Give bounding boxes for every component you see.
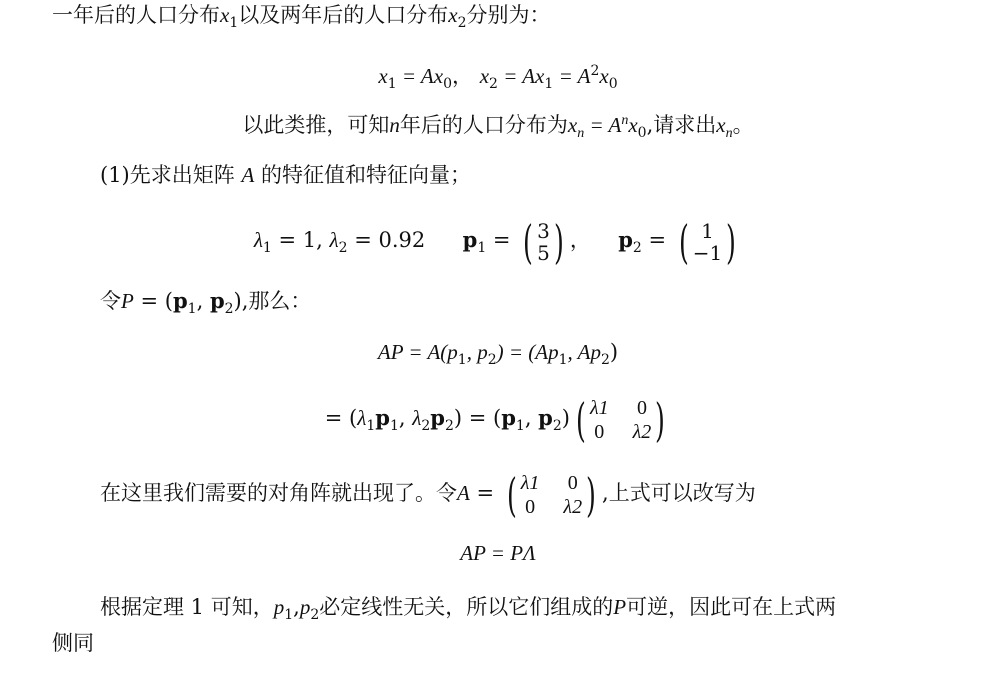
- superscript: n: [621, 113, 629, 128]
- text: 以此类推，可知: [242, 113, 390, 137]
- vector: p: [430, 405, 445, 430]
- matrix-cell: λ2: [563, 495, 583, 518]
- matrix-cell: λ1: [520, 471, 540, 494]
- subscript: 1: [262, 240, 272, 257]
- subscript: 1: [284, 607, 294, 624]
- vector: p: [172, 288, 188, 313]
- subscript: 1: [477, 240, 487, 257]
- diagonal-matrix-inline: [503, 467, 600, 522]
- equals: =: [469, 481, 501, 505]
- subscript: 2: [338, 240, 348, 257]
- lambda: λ: [412, 406, 422, 430]
- expr: AP = A(p: [377, 340, 458, 364]
- matrix-cell: 0: [525, 495, 536, 518]
- value: = 1,: [271, 228, 330, 252]
- text: 侧同: [52, 631, 94, 655]
- separator: ，: [452, 64, 473, 88]
- text: 在这里我们需要的对角阵就出现了。令: [100, 481, 457, 505]
- subscript: 2: [552, 418, 562, 435]
- subscript: 1: [366, 418, 376, 435]
- comma: ,: [524, 406, 539, 430]
- subscript: 0: [637, 125, 647, 142]
- equals: =: [486, 228, 518, 252]
- expr: = A: [553, 64, 591, 88]
- expr: = Ax: [497, 64, 545, 88]
- var: x: [628, 113, 638, 137]
- text: 根据定理 1 可知，: [100, 595, 274, 619]
- subscript: n: [577, 126, 585, 142]
- expr: ) = (: [453, 406, 502, 430]
- subscript: 2: [457, 15, 467, 32]
- var: P: [613, 595, 627, 619]
- subscript: 1: [515, 418, 525, 435]
- matrix-cell: λ2: [632, 420, 652, 443]
- comma: ,: [196, 289, 210, 313]
- text: 先求出矩阵: [129, 163, 242, 187]
- paren-left: (: [678, 214, 689, 269]
- paren-right: ): [553, 214, 564, 269]
- expr: = (: [133, 289, 173, 313]
- lambda: λ: [357, 406, 367, 430]
- var: p: [299, 595, 311, 619]
- separator: ，: [569, 228, 591, 252]
- expr: = Ax: [396, 64, 444, 88]
- text-line-continuation: [52, 628, 996, 658]
- subscript: 2: [421, 418, 431, 435]
- text: ,请求出: [646, 113, 717, 137]
- subscript: 0: [608, 76, 618, 93]
- var: A: [457, 481, 470, 505]
- text: 以及两年后的人口分布: [238, 3, 449, 27]
- subscript: 1: [187, 301, 197, 318]
- var: x: [567, 113, 578, 137]
- lambda: λ: [253, 228, 263, 252]
- paren-left: (: [506, 467, 517, 522]
- text: 可逆，因此可在上式两: [626, 595, 837, 619]
- vector: p: [538, 405, 553, 430]
- subscript: 2: [224, 301, 234, 318]
- text: 一年后的人口分布: [52, 3, 220, 27]
- subscript: 1: [389, 418, 399, 435]
- equation-x1-x2: [0, 56, 996, 99]
- expr: , Ap: [567, 340, 601, 364]
- paren: ): [561, 406, 570, 430]
- expr: ) = (Ap: [496, 340, 559, 364]
- vector-p2: p: [618, 227, 633, 252]
- text: ,上式可以改写为: [602, 481, 756, 505]
- text: 年后的人口分布为: [399, 113, 568, 137]
- vector-p1: p: [462, 227, 478, 252]
- var: x: [448, 3, 458, 27]
- var: x: [599, 64, 609, 88]
- step-number: (1): [100, 163, 130, 187]
- step-1-heading: [100, 160, 996, 190]
- text-line-define-P: [100, 286, 996, 324]
- var: p: [273, 595, 285, 619]
- subscript: 1: [544, 76, 554, 93]
- text: ,那么：: [241, 289, 312, 313]
- matrix-cell: 1: [701, 218, 714, 243]
- matrix-cell: 3: [537, 218, 550, 243]
- var: x: [716, 113, 726, 137]
- equation-AP-diagonal: [0, 392, 996, 447]
- matrix-cell: 0: [594, 420, 605, 443]
- subscript: 2: [487, 352, 497, 369]
- vector-p1-matrix: [519, 214, 568, 269]
- eigen-equation: [0, 214, 996, 269]
- text: 的特征值和特征向量；: [254, 163, 471, 187]
- diagonal-matrix: [572, 392, 669, 447]
- text-line-diagonal: [100, 467, 996, 522]
- expr: , p: [466, 340, 488, 364]
- vector: p: [375, 405, 390, 430]
- vector-p2-matrix: [675, 214, 740, 269]
- text-line-theorem: [100, 592, 996, 630]
- text: 必定线性无关，所以它们组成的: [319, 595, 614, 619]
- matrix-cell: −1: [692, 240, 723, 265]
- subscript: 2: [489, 76, 498, 93]
- comma: ,: [398, 406, 413, 430]
- var: A: [241, 163, 255, 187]
- expr: = A: [584, 113, 622, 137]
- subscript: 1: [558, 352, 568, 369]
- matrix-cell: 0: [567, 471, 578, 494]
- lambda: λ: [329, 228, 339, 252]
- matrix-cell: λ1: [589, 396, 609, 419]
- paren-right: ): [586, 467, 596, 522]
- subscript: 1: [387, 76, 397, 93]
- subscript: 1: [457, 352, 467, 369]
- subscript: 2: [600, 352, 610, 369]
- text: 。: [732, 113, 754, 137]
- paren-right: ): [726, 214, 737, 269]
- var: x: [378, 64, 388, 88]
- subscript: 2: [310, 607, 320, 624]
- paren-left: (: [576, 392, 586, 447]
- expr: ): [609, 340, 619, 364]
- subscript: 0: [443, 76, 452, 93]
- var: n: [389, 113, 400, 137]
- paren-right: ): [655, 392, 666, 447]
- subscript: 2: [444, 418, 454, 435]
- value: = 0.92: [347, 228, 426, 252]
- text: 分别为：: [466, 3, 551, 27]
- subscript: 2: [632, 240, 642, 257]
- var: x: [479, 64, 490, 88]
- subscript: n: [725, 126, 733, 142]
- matrix-cell: 5: [537, 240, 550, 265]
- subscript: 1: [229, 15, 239, 32]
- var: x: [220, 3, 230, 27]
- matrix-cell: 0: [636, 396, 647, 419]
- vector: p: [501, 405, 516, 430]
- vector: p: [209, 288, 225, 313]
- equals: =: [641, 228, 673, 252]
- var: P: [121, 289, 134, 313]
- paren-left: (: [523, 214, 534, 269]
- paren: ): [233, 289, 242, 313]
- expr: = (: [324, 406, 358, 430]
- superscript: 2: [590, 63, 600, 79]
- comma: ,: [293, 595, 300, 619]
- text: 令: [100, 289, 121, 313]
- equation-AP-PLambda: AP = PΛ: [460, 541, 536, 565]
- text-line-recurrence: [0, 106, 996, 149]
- equation-AP: [0, 337, 996, 375]
- text-line-1: [52, 0, 996, 38]
